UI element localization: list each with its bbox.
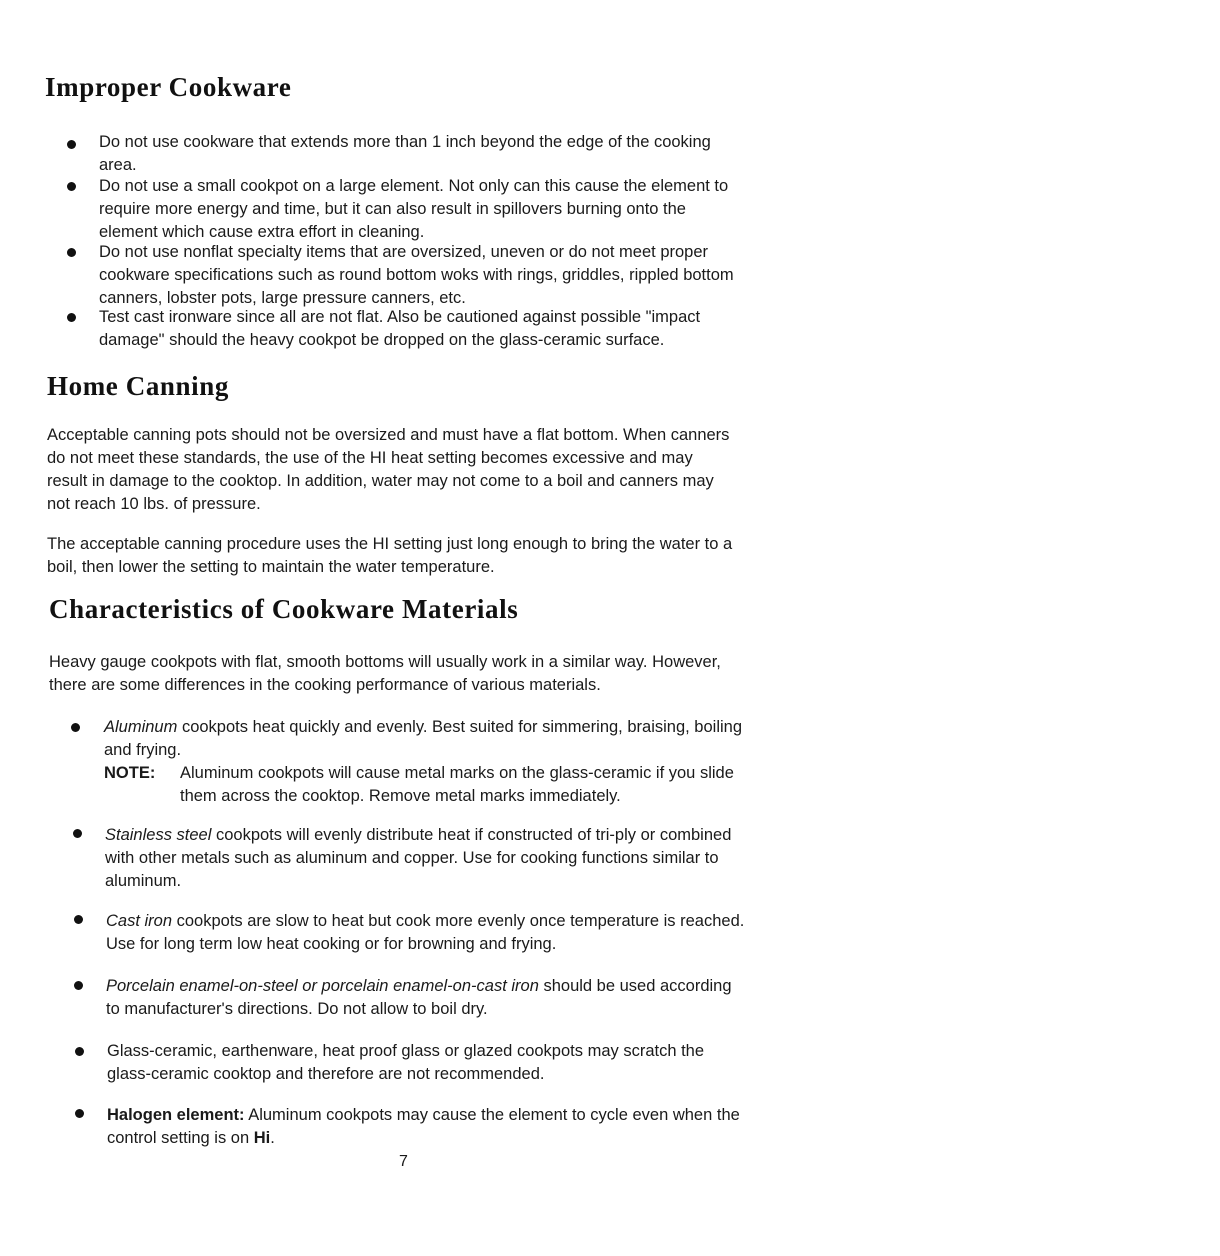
heading-improper-cookware: Improper Cookware xyxy=(45,72,292,102)
materials-intro: Heavy gauge cookpots with flat, smooth bottoms will usually work in a similar way. However, there are some differences in the cooking performance of various materials. xyxy=(49,653,721,694)
material-name: Aluminum xyxy=(104,718,178,736)
list-item-stainless xyxy=(105,824,745,893)
list-item: Do not use nonflat specialty items that are oversized, uneven or do not meet proper cookware specifications such as round bottom woks with rings, griddles, rippled bottom canners, lobster pots, large pressure canners, etc. xyxy=(99,243,734,307)
halogen-text: Aluminum cookpots may cause the element to cycle even when the control setting is on xyxy=(107,1106,740,1147)
list-item: Do not use a small cookpot on a large element. Not only can this cause the element to require more energy and time, but it can also result in spillovers burning onto the element which cause extra effort in cleaning. xyxy=(99,177,729,241)
canning-paragraph: Acceptable canning pots should not be oversized and must have a flat bottom. When canners do not meet these standards, the use of the HI heat setting becomes excessive and may result in damage to the cooktop. In addition, water may not come to a boil and canners may not reach 10 lbs. of pressure. xyxy=(47,426,730,513)
canning-paragraph: The acceptable canning procedure uses the HI setting just long enough to bring the water to a boil, then lower the setting to maintain the water temperature. xyxy=(47,535,733,576)
material-description: cookpots are slow to heat but cook more evenly once temperature is reached. Use for long term low heat cooking or for browning and frying. xyxy=(106,912,745,953)
material-description: cookpots heat quickly and evenly. Best suited for simmering, braising, boiling and frying. xyxy=(104,718,743,759)
list-item: Do not use cookware that extends more than 1 inch beyond the edge of the cooking area. xyxy=(99,133,711,174)
material-description: cookpots will evenly distribute heat if constructed of tri-ply or combined with other metals such as aluminum and copper. Use for cooking functions similar to aluminum. xyxy=(105,826,732,890)
material-description: should be used according to manufacturer's directions. Do not allow to boil dry. xyxy=(106,977,732,1018)
bullet-icon xyxy=(75,1047,84,1056)
heading-cookware-materials: Characteristics of Cookware Materials xyxy=(49,594,519,624)
hi-setting: Hi xyxy=(253,1129,271,1147)
bullet-icon xyxy=(71,723,80,732)
material-name: Stainless steel xyxy=(105,826,212,844)
bullet-icon xyxy=(74,981,83,990)
bullet-icon xyxy=(67,140,76,149)
note-label: NOTE: xyxy=(104,764,156,782)
bullet-icon xyxy=(74,915,83,924)
halogen-text-end: . xyxy=(270,1129,275,1147)
bullet-icon xyxy=(67,248,76,257)
note-text: Aluminum cookpots will cause metal marks on the glass-ceramic if you slide them across the cooktop. Remove metal marks immediately. xyxy=(180,764,734,805)
list-item-halogen xyxy=(107,1104,747,1150)
bullet-icon xyxy=(67,182,76,191)
list-item-aluminum xyxy=(104,716,744,762)
heading-home-canning: Home Canning xyxy=(47,371,229,401)
list-item: Test cast ironware since all are not flat. Also be cautioned against possible "impact damage" should the heavy cookpot be dropped on the glass-ceramic surface. xyxy=(99,308,701,349)
material-name: Cast iron xyxy=(106,912,173,930)
bullet-icon xyxy=(67,313,76,322)
page-number: 7 xyxy=(399,1153,408,1170)
material-name: Porcelain enamel-on-steel or porcelain enamel-on-cast iron xyxy=(106,977,539,995)
list-item-glass: Glass-ceramic, earthenware, heat proof glass or glazed cookpots may scratch the glass-ceramic cooktop and therefore are not recommended. xyxy=(107,1042,705,1083)
list-item-cast-iron xyxy=(106,910,746,956)
list-item-porcelain xyxy=(106,975,746,1021)
bullet-icon xyxy=(73,829,82,838)
bullet-icon xyxy=(75,1109,84,1118)
halogen-label: Halogen element: xyxy=(107,1106,245,1124)
